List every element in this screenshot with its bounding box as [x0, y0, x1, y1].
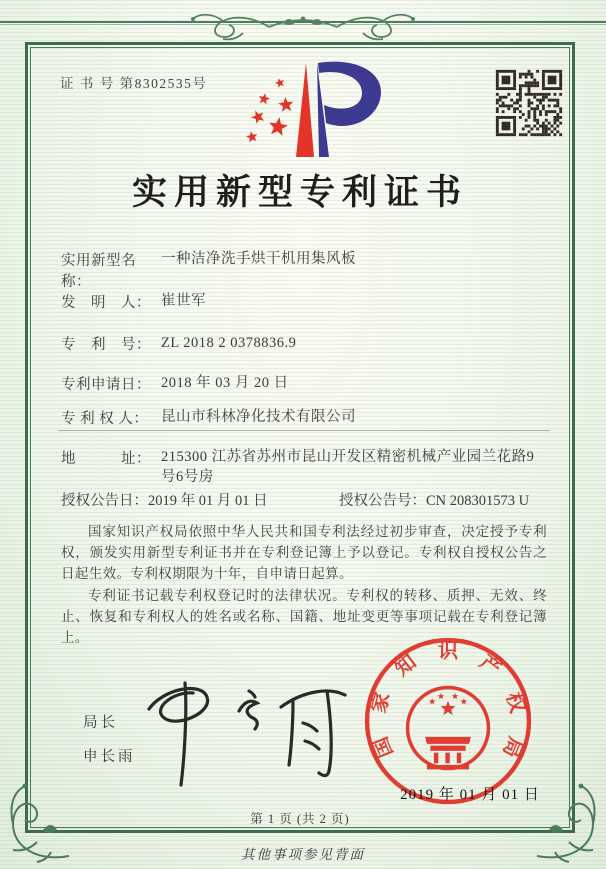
grant-date-field [61, 489, 339, 510]
national-emblem [408, 688, 489, 770]
certificate-number: 证 书 号 第8302535号 [60, 76, 208, 91]
field-row-patentee [61, 407, 553, 428]
top-flourish-ornament [173, 9, 433, 45]
field-value: 一种洁净洗手烘干机用集风板 [161, 251, 356, 267]
svg-text:家: 家 [367, 689, 395, 716]
seal-date: 2019 年 01 月 01 日 [400, 787, 540, 803]
field-value: 2019 年 01 月 01 日 [148, 493, 268, 509]
svg-text:产: 产 [475, 650, 505, 681]
field-label: 专利申请日： [61, 377, 151, 393]
field-label: 专 利 号： [61, 337, 151, 353]
grant-number-field [339, 489, 569, 510]
grant-row [61, 489, 571, 510]
certificate-frame [25, 42, 575, 833]
legal-text [61, 521, 547, 649]
field-value: 昆山市科林净化技术有限公司 [161, 409, 356, 425]
back-note: 其他事项参见背面 [241, 847, 365, 862]
svg-text:权: 权 [501, 689, 529, 716]
page-indicator: 第 1 页 (共 2 页) [250, 812, 350, 826]
svg-text:国: 国 [369, 733, 398, 761]
field-value: ZL 2018 2 0378836.9 [161, 335, 297, 351]
certificate-title: 实用新型专利证书 [131, 173, 468, 212]
field-row-patent-number [61, 333, 553, 354]
svg-text:识: 识 [437, 640, 459, 663]
field-label: 授权公告日： [61, 493, 148, 509]
field-label: 实用新型名称： [61, 253, 136, 290]
commissioner-title: 局长 [83, 715, 118, 731]
svg-text:局: 局 [498, 733, 527, 761]
field-label: 地 址： [61, 451, 151, 467]
separator-line [58, 430, 550, 431]
cnipa-logo [234, 57, 384, 161]
legal-paragraph-2: 专利证书记载专利权登记时的法律状况。专利权的转移、质押、无效、终止、恢复和专利权人的姓名或名称、国籍、地址变更等事项记载在专利登记簿上。 [61, 588, 547, 645]
svg-text:知: 知 [391, 650, 421, 681]
field-value: 崔世军 [161, 293, 206, 309]
field-value: 215300 江苏省苏州市昆山开发区精密机械产业园兰花路9号6号房 [161, 449, 535, 485]
qr-code [493, 67, 565, 139]
field-label: 专 利 权 人： [61, 411, 149, 427]
field-value: 2018 年 03 月 20 日 [161, 375, 289, 391]
field-row-filing-date [61, 373, 553, 394]
field-label: 发 明 人： [61, 295, 151, 311]
commissioner-name: 申长雨 [83, 749, 136, 765]
field-row-name [61, 249, 553, 291]
legal-paragraph-1: 国家知识产权局依照中华人民共和国专利法经过初步审查，决定授予专利权，颁发实用新型专利证书并在专利登记簿上予以登记。专利权自授权公告之日起生效。专利权期限为十年，自申请日起算。 [61, 524, 547, 581]
commissioner-signature [123, 667, 353, 797]
field-row-address [61, 447, 553, 487]
field-row-inventor [61, 291, 553, 312]
field-value: CN 208301573 U [426, 493, 530, 509]
field-label: 授权公告号： [339, 493, 426, 509]
